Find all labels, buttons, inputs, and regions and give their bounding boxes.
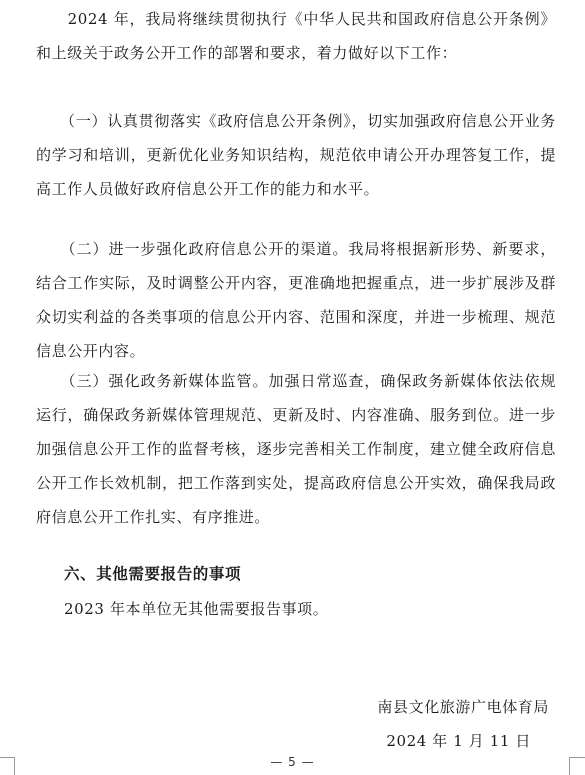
paragraph-item-2: （二）进一步强化政府信息公开的渠道。我局将根据新形势、新要求，结合工作实际，及时调整公开内容，更准确地把握重点，进一步扩展涉及群众切实利益的各类事项的信息公开内容、范围和深度，并进一步梳理、规范信息公开内容。 — [36, 240, 556, 360]
section-heading: 六、其他需要报告的事项 — [64, 565, 242, 583]
paragraph-intro: 2024 年，我局将继续贯彻执行《中华人民共和国政府信息公开条例》和上级关于政务公开工作的部署和要求，着力做好以下工作： — [36, 10, 556, 62]
paragraph-item-3: （三）强化政务新媒体监管。加强日常巡查，确保政务新媒体依法依规运行，确保政务新媒体管理规范、更新及时、内容准确、服务到位。进一步加强信息公开工作的监督考核，逐步完善相关工作制度，建立健全政府信息公开工作长效机制，把工作落到实处，提高政府信息公开实效，确保我局政府信息公开工作扎实、有序推进。 — [36, 372, 556, 526]
page-number: — 5 — — [270, 755, 315, 769]
paragraph-item-1: （一）认真贯彻落实《政府信息公开条例》，切实加强政府信息公开业务的学习和培训，更新优化业务知识结构，规范依申请公开办理答复工作，提高工作人员做好政府信息公开工作的能力和水平。 — [36, 112, 556, 198]
signature-date: 2024 年 1 月 11 日 — [386, 732, 531, 750]
section-text: 2023 年本单位无其他需要报告事项。 — [64, 600, 329, 618]
signature-organization: 南县文化旅游广电体育局 — [377, 698, 549, 716]
